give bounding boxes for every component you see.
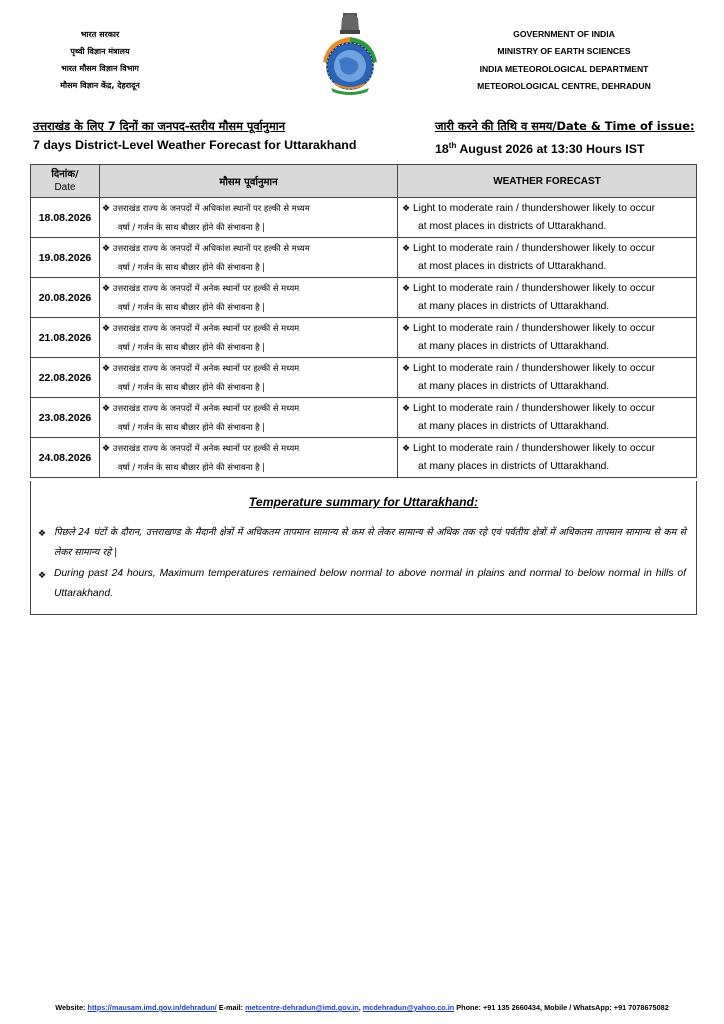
forecast-english-cell — [398, 238, 697, 278]
issue-info — [435, 117, 695, 159]
header-english-line: METEOROLOGICAL CENTRE, DEHRADUN — [477, 80, 651, 91]
header-hindi-line: मौसम विज्ञान केंद्र, देहरादून — [60, 81, 140, 90]
forecast-row — [31, 198, 697, 238]
temperature-summary — [30, 481, 697, 615]
forecast-english-line-1: Light to moderate rain / thundershower likely to occur — [412, 243, 656, 254]
forecast-title-hindi: उत्तराखंड के लिए 7 दिनों का जनपद-स्तरीय मौसम पूर्वानुमान — [33, 119, 286, 133]
diamond-bullet-icon: ❖ — [102, 444, 111, 454]
forecast-hindi-line-1: उत्तराखंड राज्य के जनपदों में अनेक स्थानों पर हल्की से मध्यम — [112, 283, 300, 293]
forecast-english-line-2: at many places in districts of Uttarakhand. — [418, 381, 610, 392]
date-column-header — [31, 165, 100, 198]
footer — [0, 1003, 724, 1012]
forecast-date: 24.08.2026 — [31, 438, 100, 478]
forecast-hindi-cell — [100, 358, 398, 398]
forecast-hindi-line-1: उत्तराखंड राज्य के जनपदों में अनेक स्थानों पर हल्की से मध्यम — [112, 443, 300, 453]
forecast-row — [31, 238, 697, 278]
forecast-row — [31, 318, 697, 358]
forecast-english-line-1: Light to moderate rain / thundershower likely to occur — [412, 283, 656, 294]
forecast-hindi-header: मौसम पूर्वानुमान — [100, 165, 398, 198]
forecast-english-line-2: at many places in districts of Uttarakhand. — [418, 421, 610, 432]
forecast-hindi-line-1: उत्तराखंड राज्य के जनपदों में अनेक स्थानों पर हल्की से मध्यम — [112, 403, 300, 413]
forecast-english-line-2: at most places in districts of Uttarakhand. — [418, 261, 607, 272]
header-hindi-line: भारत सरकार — [80, 30, 120, 39]
issue-label: जारी करने की तिथि व समय/Date & Time of issue: — [435, 119, 695, 133]
forecast-english-line-2: at many places in districts of Uttarakhand. — [418, 301, 610, 312]
forecast-date: 22.08.2026 — [31, 358, 100, 398]
diamond-bullet-icon: ❖ — [402, 203, 411, 213]
header-hindi — [0, 26, 200, 94]
forecast-english-cell — [398, 358, 697, 398]
forecast-english-line-1: Light to moderate rain / thundershower likely to occur — [412, 403, 656, 414]
header-english — [404, 26, 724, 95]
header-hindi-line: भारत मौसम विज्ञान विभाग — [61, 64, 139, 73]
forecast-english-line-2: at many places in districts of Uttarakhand. — [418, 341, 610, 352]
forecast-hindi-line-2: वर्षा / गर्जन के साथ बौछार होने की संभावना है | — [118, 382, 266, 392]
imd-emblem-icon — [317, 10, 383, 96]
date-header-english: Date — [54, 182, 76, 193]
phone-info: Phone: +91 135 2660434, Mobile / WhatsApp: +91 7078675082 — [454, 1003, 669, 1012]
issue-rest: August 2026 at 13:30 Hours IST — [456, 142, 645, 157]
forecast-table — [30, 164, 697, 478]
forecast-date: 19.08.2026 — [31, 238, 100, 278]
forecast-row — [31, 358, 697, 398]
email-link-2[interactable]: mcdehradun@yahoo.co.in — [362, 1003, 455, 1012]
website-link[interactable]: https://mausam.imd.gov.in/dehradun/ — [87, 1003, 217, 1012]
email-link-1[interactable]: metcentre-dehradun@imd.gov.in — [245, 1003, 359, 1012]
diamond-bullet-icon: ❖ — [402, 443, 411, 453]
forecast-hindi-cell — [100, 238, 398, 278]
forecast-english-cell — [398, 318, 697, 358]
diamond-bullet-icon: ❖ — [402, 403, 411, 413]
issue-day: 18 — [435, 142, 449, 157]
diamond-bullet-icon: ❖ — [102, 404, 111, 414]
diamond-bullet-icon: ❖ — [402, 283, 411, 293]
forecast-english-line-2: at most places in districts of Uttarakhand. — [418, 221, 607, 232]
diamond-bullet-icon: ❖ — [38, 528, 47, 538]
forecast-hindi-cell — [100, 198, 398, 238]
forecast-date: 20.08.2026 — [31, 278, 100, 318]
header-english-line: INDIA METEOROLOGICAL DEPARTMENT — [479, 63, 649, 74]
forecast-english-cell — [398, 398, 697, 438]
forecast-english-line-1: Light to moderate rain / thundershower likely to occur — [412, 443, 656, 454]
header-english-line: GOVERNMENT OF INDIA — [513, 29, 615, 39]
email-label: E-mail: — [216, 1003, 246, 1012]
forecast-english-line-1: Light to moderate rain / thundershower likely to occur — [412, 363, 656, 374]
diamond-bullet-icon: ❖ — [102, 284, 111, 294]
website-label: Website: — [55, 1003, 88, 1012]
forecast-hindi-line-2: वर्षा / गर्जन के साथ बौछार होने की संभावना है | — [118, 422, 266, 432]
forecast-date: 18.08.2026 — [31, 198, 100, 238]
diamond-bullet-icon: ❖ — [102, 324, 111, 334]
summary-hindi: पिछले 24 घंटों के दौरान, उत्तराखण्ड के मैदानी क्षेत्रों में अधिकतम तापमान सामान्य से कम से लेकर सामान्य से अधिक तक रहे एवं पर्वतीय क्षेत्रों में अधिकतम तापमान सामान्य से कम से लेकर सामान्य रहे | — [54, 527, 686, 558]
forecast-title-english: 7 days District-Level Weather Forecast for Uttarakhand — [33, 138, 357, 152]
diamond-bullet-icon: ❖ — [102, 204, 111, 214]
forecast-hindi-cell — [100, 438, 398, 478]
diamond-bullet-icon: ❖ — [402, 323, 411, 333]
forecast-hindi-cell — [100, 398, 398, 438]
diamond-bullet-icon: ❖ — [402, 243, 411, 253]
forecast-row — [31, 398, 697, 438]
header-english-line: MINISTRY OF EARTH SCIENCES — [497, 46, 631, 57]
forecast-english-header: WEATHER FORECAST — [398, 165, 697, 198]
forecast-hindi-line-2: वर्षा / गर्जन के साथ बौछार होने की संभावना है | — [118, 222, 266, 232]
forecast-title — [33, 117, 356, 155]
forecast-hindi-cell — [100, 318, 398, 358]
email-separator: , — [358, 1003, 363, 1012]
forecast-date: 23.08.2026 — [31, 398, 100, 438]
forecast-hindi-line-2: वर्षा / गर्जन के साथ बौछार होने की संभावना है | — [118, 302, 266, 312]
diamond-bullet-icon: ❖ — [38, 570, 47, 580]
forecast-english-cell — [398, 198, 697, 238]
forecast-hindi-line-2: वर्षा / गर्जन के साथ बौछार होने की संभावना है | — [118, 262, 266, 272]
diamond-bullet-icon: ❖ — [102, 244, 111, 254]
forecast-english-cell — [398, 438, 697, 478]
forecast-row — [31, 438, 697, 478]
forecast-hindi-line-1: उत्तराखंड राज्य के जनपदों में अधिकांश स्थानों पर हल्की से मध्यम — [112, 203, 310, 213]
forecast-english-line-2: at many places in districts of Uttarakhand. — [418, 461, 610, 472]
header-hindi-line: पृथ्वी विज्ञान मंत्रालय — [70, 47, 130, 56]
diamond-bullet-icon: ❖ — [402, 363, 411, 373]
forecast-hindi-line-1: उत्तराखंड राज्य के जनपदों में अनेक स्थानों पर हल्की से मध्यम — [112, 323, 300, 333]
forecast-hindi-line-1: उत्तराखंड राज्य के जनपदों में अधिकांश स्थानों पर हल्की से मध्यम — [112, 243, 310, 253]
issue-datetime — [435, 136, 695, 159]
forecast-hindi-line-1: उत्तराखंड राज्य के जनपदों में अनेक स्थानों पर हल्की से मध्यम — [112, 363, 300, 373]
issue-day-suffix: th — [448, 141, 457, 150]
forecast-row — [31, 278, 697, 318]
summary-title: Temperature summary for Uttarakhand: — [248, 495, 479, 509]
table-header-row — [31, 165, 697, 198]
date-header-hindi: दिनांक/ — [51, 169, 79, 180]
forecast-hindi-line-2: वर्षा / गर्जन के साथ बौछार होने की संभावना है | — [118, 342, 266, 352]
forecast-hindi-line-2: वर्षा / गर्जन के साथ बौछार होने की संभावना है | — [118, 462, 266, 472]
forecast-english-line-1: Light to moderate rain / thundershower likely to occur — [412, 203, 656, 214]
summary-english: During past 24 hours, Maximum temperatures remained below normal to above normal in plains and normal to below normal in hills of Uttarakhand. — [54, 568, 686, 599]
forecast-english-cell — [398, 278, 697, 318]
forecast-hindi-cell — [100, 278, 398, 318]
forecast-date: 21.08.2026 — [31, 318, 100, 358]
diamond-bullet-icon: ❖ — [102, 364, 111, 374]
forecast-english-line-1: Light to moderate rain / thundershower likely to occur — [412, 323, 656, 334]
